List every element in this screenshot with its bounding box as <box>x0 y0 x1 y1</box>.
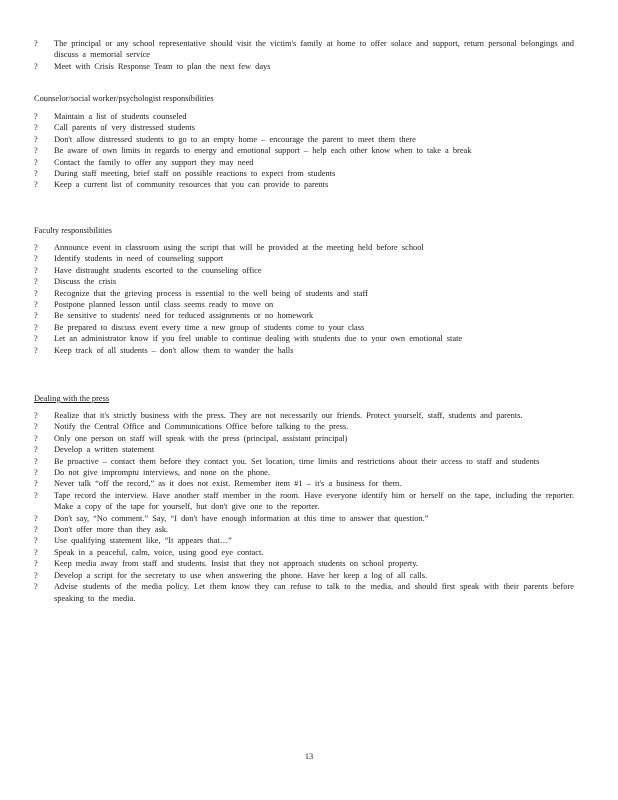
list-item-text: Announce event in classroom using the script that will be provided at the meeting held before school <box>54 243 424 252</box>
counselor-heading: Counselor/social worker/psychologist responsibilities <box>34 94 214 103</box>
top-bullet-list <box>34 38 574 72</box>
list-item-text: Notify the Central Office and Communications Office before talking to the press. <box>54 422 349 432</box>
list-item <box>34 456 574 467</box>
list-item <box>34 265 574 276</box>
list-item <box>34 581 574 604</box>
bullet-marker: ? <box>34 300 38 310</box>
list-item-text: During staff meeting, brief staff on possible reactions to expect from students <box>54 169 336 179</box>
bullet-marker: ? <box>34 322 38 332</box>
list-item <box>34 253 574 264</box>
press-heading: Dealing with the press <box>34 394 110 403</box>
list-item <box>34 134 574 145</box>
list-item-text: Call parents of very distressed students <box>54 123 195 133</box>
list-item-text: Do not give impromptu interviews, and none on the phone. <box>54 468 270 478</box>
bullet-marker: ? <box>34 288 38 298</box>
list-item-text: Speak in a peaceful, calm, voice, using good eye contact. <box>54 547 264 557</box>
list-item <box>34 513 574 524</box>
bullet-marker: ? <box>34 490 38 500</box>
list-item <box>34 322 574 333</box>
list-item <box>34 61 574 72</box>
list-item-text: Contact the family to offer any support they may need <box>54 157 254 167</box>
bullet-marker: ? <box>34 277 38 287</box>
bullet-marker: ? <box>34 570 38 580</box>
list-item <box>34 444 574 455</box>
list-item-text: Identify students in need of counseling support <box>54 254 224 264</box>
bullet-marker: ? <box>34 582 38 592</box>
faculty-bullet-list <box>34 242 574 356</box>
list-item-text: Postpone planned lesson until class seems ready to move on <box>54 300 274 310</box>
bullet-marker: ? <box>34 134 38 144</box>
list-item <box>34 299 574 310</box>
counselor-list-wrap <box>34 111 574 191</box>
list-item-text: Keep a current list of community resources that you can provide to parents <box>54 180 329 190</box>
press-heading-wrap <box>34 393 574 404</box>
list-item <box>34 570 574 581</box>
bullet-marker: ? <box>34 456 38 466</box>
list-item-text: Maintain a list of students counseled <box>54 112 187 121</box>
list-item-text: Advise students of the media policy. Let them know they can refuse to talk to the media, and should first speak with their parents before speaking to the media. <box>54 582 574 603</box>
bullet-marker: ? <box>34 525 38 535</box>
list-item <box>34 122 574 133</box>
list-item-text: Don't allow distressed students to go to an empty home – encourage the parent to meet them there <box>54 134 416 144</box>
list-item <box>34 179 574 190</box>
list-item-text: Realize that it's strictly business with the press. They are not necessarily our friends. Protect yourself, staff, students and parents. <box>54 411 523 420</box>
list-item <box>34 333 574 344</box>
list-item <box>34 345 574 356</box>
bullet-marker: ? <box>34 445 38 455</box>
list-item <box>34 433 574 444</box>
list-item-text: The principal or any school representative should visit the victim's family at home to offer solace and support, return personal belongings and discuss a memorial service <box>54 39 574 60</box>
list-item-text: Be sensitive to students' need for reduced assignments or no homework <box>54 311 314 321</box>
list-item-text: Never talk “off the record,” as it does not exist. Remember item #1 – it's a business for them. <box>54 479 402 489</box>
page-number: 13 <box>304 752 314 761</box>
list-item <box>34 524 574 535</box>
press-bullet-list <box>34 410 574 604</box>
bullet-marker: ? <box>34 547 38 557</box>
top-list <box>34 38 574 72</box>
list-item-text: Recognize that the grieving process is essential to the well being of students and staff <box>54 288 368 298</box>
faculty-list-wrap <box>34 242 574 356</box>
bullet-marker: ? <box>34 169 38 179</box>
bullet-marker: ? <box>34 345 38 355</box>
bullet-marker: ? <box>34 536 38 546</box>
list-item-text: Tape record the interview. Have another staff member in the room. Have everyone identify him or herself on the tape, including the reporter. Make a copy of the tape for yourself, but don't give one to the reporter. <box>54 490 574 512</box>
list-item <box>34 38 574 61</box>
bullet-marker: ? <box>34 39 38 48</box>
list-item <box>34 547 574 558</box>
list-item <box>34 535 574 546</box>
bullet-marker: ? <box>34 146 38 156</box>
list-item-text: Develop a written statement <box>54 445 155 455</box>
bullet-marker: ? <box>34 559 38 569</box>
faculty-section <box>34 225 574 236</box>
bullet-marker: ? <box>34 513 38 523</box>
list-item <box>34 111 574 122</box>
list-item <box>34 242 574 253</box>
list-item-text: Don't say, “No comment.” Say, “I don't have enough information at this time to answer that question.” <box>54 513 429 523</box>
bullet-marker: ? <box>34 180 38 190</box>
counselor-section <box>34 93 574 104</box>
list-item <box>34 310 574 321</box>
bullet-marker: ? <box>34 433 38 443</box>
bullet-marker: ? <box>34 422 38 432</box>
list-item-text: Don't offer more than they ask. <box>54 525 169 535</box>
list-item <box>34 558 574 569</box>
list-item-text: Use qualifying statement like, “It appears that…” <box>54 536 232 546</box>
list-item <box>34 490 574 513</box>
list-item-text: Be proactive – contact them before they contact you. Set location, time limits and restrictions about their access to staff and students <box>54 456 540 466</box>
bullet-marker: ? <box>34 479 38 489</box>
list-item-text: Only one person on staff will speak with the press (principal, assistant principal) <box>54 433 348 443</box>
list-item-text: Discuss the crisis <box>54 277 117 287</box>
list-item <box>34 145 574 156</box>
faculty-heading: Faculty responsibilities <box>34 226 112 235</box>
press-section <box>34 393 574 404</box>
list-item <box>34 410 574 421</box>
list-item-text: Develop a script for the secretary to use when answering the phone. Have her keep a log of all calls. <box>54 570 428 580</box>
bullet-marker: ? <box>34 265 38 275</box>
list-item <box>34 276 574 287</box>
bullet-marker: ? <box>34 468 38 478</box>
list-item-text: Have distraught students escorted to the counseling office <box>54 265 262 275</box>
list-item-text: Keep track of all students – don't allow them to wander the halls <box>54 345 294 355</box>
bullet-marker: ? <box>34 123 38 133</box>
list-item-text: Meet with Crisis Response Team to plan the next few days <box>54 61 271 71</box>
list-item <box>34 421 574 432</box>
bullet-marker: ? <box>34 157 38 167</box>
bullet-marker: ? <box>34 334 38 344</box>
list-item-text: Let an administrator know if you feel unable to continue dealing with students due to your own emotional state <box>54 334 463 344</box>
bullet-marker: ? <box>34 112 38 121</box>
bullet-marker: ? <box>34 254 38 264</box>
list-item <box>34 288 574 299</box>
list-item <box>34 478 574 489</box>
press-list-wrap <box>34 410 574 604</box>
bullet-marker: ? <box>34 61 38 71</box>
counselor-bullet-list <box>34 111 574 191</box>
bullet-marker: ? <box>34 411 38 420</box>
list-item-text: Be prepared to discuss event every time a new group of students come to your class <box>54 322 365 332</box>
bullet-marker: ? <box>34 243 38 252</box>
list-item-text: Be aware of own limits in regards to energy and emotional support – help each other know when to take a break <box>54 146 472 156</box>
list-item <box>34 467 574 478</box>
bullet-marker: ? <box>34 311 38 321</box>
list-item-text: Keep media away from staff and students. Insist that they not approach students on school property. <box>54 559 418 569</box>
list-item <box>34 157 574 168</box>
list-item <box>34 168 574 179</box>
